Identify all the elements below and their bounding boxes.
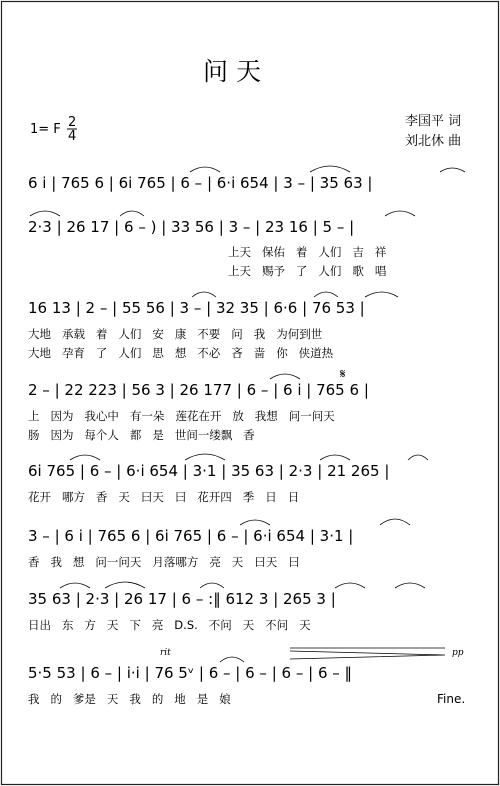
barline: |: [268, 381, 279, 399]
lyric-word: 曰天: [129, 490, 164, 504]
lyric-word: 大地: [28, 346, 51, 360]
note-group: 35 63: [314, 174, 363, 192]
lyric-word: 爹是: [61, 692, 96, 706]
key-signature: [30, 115, 77, 144]
barline: |: [49, 381, 60, 399]
barline: |: [202, 174, 212, 192]
lyric-word: 人们: [307, 245, 342, 259]
lyric-word: 方: [73, 618, 96, 632]
lyric-word: 上天: [228, 245, 251, 259]
lyric-word: 上天: [228, 264, 251, 278]
lyric-word: 想: [163, 346, 187, 360]
row-8: [28, 648, 465, 706]
note-group: 3 –: [174, 299, 202, 317]
barline: |: [111, 462, 122, 480]
barline: |: [216, 462, 227, 480]
note-group: 56 3: [126, 381, 165, 399]
lyric-word: 我: [118, 692, 141, 706]
lyric-word: D.S.: [163, 618, 198, 632]
note-group: 6·i 654: [121, 462, 179, 480]
note-group: 2·3: [80, 590, 110, 608]
note-group: 3·1: [187, 462, 217, 480]
note-group: 6i 765: [150, 527, 203, 545]
key-label: 1= F: [30, 122, 61, 137]
lyric-word: 天: [231, 618, 255, 632]
song-title: 问天: [203, 57, 270, 86]
barline: |: [116, 381, 127, 399]
barline: |: [307, 218, 318, 236]
lyric-word: 香: [232, 428, 255, 442]
barline: |: [75, 664, 86, 682]
barline: |: [107, 299, 118, 317]
barline: |: [139, 664, 150, 682]
lyric-word: 因为: [39, 409, 74, 423]
barline: |: [75, 462, 85, 480]
barline: |: [49, 527, 60, 545]
lyric-word: 曰: [163, 490, 187, 504]
note-group: 76 53: [307, 299, 355, 317]
note-group: 6 –: [241, 381, 269, 399]
barline: |: [301, 381, 312, 399]
lyric-word: 下: [118, 618, 141, 632]
lyric-word: 亮: [198, 555, 221, 569]
barline: |: [274, 462, 284, 480]
lyric-word: 想: [61, 555, 85, 569]
note-group: 22 223: [59, 381, 117, 399]
lyric-word: 我: [39, 555, 62, 569]
note-group: 55 56: [117, 299, 165, 317]
row-3: [28, 299, 365, 360]
lyric-word: 啬: [242, 346, 266, 360]
lyric-word: 天: [220, 555, 244, 569]
lyric-line: [228, 245, 387, 259]
lyric-word: 承载: [51, 327, 85, 341]
lyric-word: 曰天: [243, 555, 278, 569]
notation-line: [28, 218, 354, 236]
lyric-line: [228, 264, 387, 278]
note-group: 2 –: [80, 299, 108, 317]
lyric-word: 亮: [140, 618, 164, 632]
barline: |: [305, 174, 315, 192]
time-sig-top: 2: [68, 115, 77, 130]
lyric-word: 侠道热: [287, 346, 334, 360]
lyric-line: [28, 428, 255, 442]
note-group: 765 6: [92, 527, 141, 545]
note-group: 6 –: [175, 174, 203, 192]
note-group: 2 –: [28, 381, 50, 399]
lyric-word: 赐予: [251, 264, 285, 278]
note-group: 33 56: [166, 218, 214, 236]
row-2: [28, 218, 387, 278]
barline: |: [297, 299, 308, 317]
lyric-word: 花开四: [186, 490, 232, 504]
note-group: 6 –: [85, 664, 113, 682]
note-group: 6i 765: [113, 174, 166, 192]
barline: :‖: [203, 590, 221, 608]
note-group: 765 6: [311, 381, 360, 399]
barline: |: [258, 299, 269, 317]
row-5: [28, 462, 389, 504]
note-group: 26 177: [174, 381, 232, 399]
note-group: 35 63: [28, 590, 71, 608]
barline: |: [201, 299, 212, 317]
lyric-word: 唱: [363, 264, 387, 278]
barline: |: [305, 527, 315, 545]
lyric-word: 的: [39, 692, 62, 706]
note-group: 6 –: [313, 664, 340, 682]
barline: |: [312, 462, 323, 480]
barline: ‖: [339, 664, 353, 682]
note-group: 5 –: [317, 218, 345, 236]
rit-mark: rit: [160, 648, 171, 658]
lyric-word: 人们: [107, 346, 142, 360]
barline: |: [51, 218, 62, 236]
lyric-word: 我: [242, 327, 266, 341]
lyric-word: 着: [284, 245, 308, 259]
barline: |: [164, 381, 175, 399]
note-group: 3·1: [314, 527, 344, 545]
lyric-word: 上: [28, 409, 40, 423]
note-group: 6·i 654: [212, 174, 269, 192]
lyric-word: 莲花在开: [164, 409, 222, 423]
decrescendo-hairpin: [290, 651, 445, 659]
note-group: 6·i 654: [248, 527, 306, 545]
lyric-word: 了: [284, 264, 308, 278]
lyric-word: 因为: [39, 428, 74, 442]
lyric-word: 曰: [277, 555, 300, 569]
note-group: 3 –: [28, 527, 50, 545]
row-7: [28, 590, 336, 632]
row-1: [28, 174, 372, 192]
note-group: 6 i: [28, 174, 47, 192]
barline: |: [165, 174, 176, 192]
lyric-line: [28, 327, 323, 341]
lyric-line: [28, 555, 300, 569]
lyric-word: 是: [185, 692, 209, 706]
notation-line: [28, 174, 372, 192]
note-group: 16 13: [28, 299, 71, 317]
note-group: 6 i: [278, 381, 302, 399]
lyric-word: 娘: [208, 692, 231, 706]
lyric-word: 思: [141, 346, 164, 360]
lyric-word: 我: [28, 692, 40, 706]
lyric-word: 香: [84, 490, 108, 504]
note-group: 3 –: [223, 218, 251, 236]
barline: |: [303, 664, 314, 682]
lyric-word: 吝: [220, 346, 243, 360]
lyric-word: 日出: [28, 618, 51, 632]
note-group: i·i: [121, 664, 140, 682]
barline: |: [344, 218, 355, 236]
barline: |: [82, 527, 93, 545]
notation-line: [28, 462, 389, 480]
lyric-line: [28, 618, 311, 632]
lyric-word: 地: [163, 692, 186, 706]
note-group: 2·3: [283, 462, 313, 480]
lyric-word: 不必: [186, 346, 221, 360]
lyricist-credit: 李国平 词: [405, 114, 462, 129]
note-group: 6 –: [276, 664, 304, 682]
note-group: 76 5ᵛ: [149, 664, 195, 682]
pp-mark: pp: [452, 648, 464, 658]
note-group: 32 35: [211, 299, 259, 317]
lyric-word: 放: [221, 409, 244, 423]
barline: |: [268, 174, 279, 192]
note-group: 6 –: [176, 590, 204, 608]
composer-credit: 刘北休 曲: [405, 134, 462, 149]
lyric-line: [28, 346, 334, 360]
lyric-word: 着: [84, 327, 108, 341]
fine-mark: Fine.: [437, 692, 466, 706]
lyric-word: 香: [28, 555, 40, 569]
time-sig-bottom: 4: [68, 129, 77, 144]
note-group: 765 6: [56, 174, 105, 192]
barline: |: [202, 527, 212, 545]
lyric-word: 日: [276, 490, 300, 504]
row-4: [28, 367, 369, 442]
barline: |: [164, 299, 175, 317]
barline: |: [70, 590, 81, 608]
lyric-word: 安: [141, 327, 164, 341]
note-group: 21 265: [322, 462, 380, 480]
lyric-word: 天: [95, 618, 119, 632]
notation-line: [28, 590, 336, 608]
lyric-word: 为何到世: [265, 327, 323, 341]
note-group: 35 63: [226, 462, 275, 480]
barline: |: [213, 218, 224, 236]
barline: |: [343, 527, 354, 545]
lyric-word: 问一问天: [84, 555, 142, 569]
lyric-word: 哪方: [51, 490, 85, 504]
lyric-word: 歌: [341, 264, 364, 278]
barline: |: [104, 174, 114, 192]
barline: |: [140, 527, 151, 545]
lyric-word: 有一朵: [118, 409, 165, 423]
lyric-word: 不问: [254, 618, 289, 632]
lyric-word: 天: [288, 618, 311, 632]
lyric-word: 日: [254, 490, 277, 504]
notation-line: [28, 527, 353, 545]
notation-line: [28, 299, 365, 317]
lyric-word: 了: [84, 346, 108, 360]
lyric-word: 你: [265, 346, 288, 360]
note-group: 6 –: [84, 462, 112, 480]
lyric-line: [28, 409, 335, 423]
barline: |: [359, 381, 369, 399]
segno-mark: 𝄋: [340, 367, 346, 382]
note-group: 26 17: [119, 590, 167, 608]
barline: |: [362, 174, 373, 192]
barline: |: [156, 218, 167, 236]
lyric-word: 问: [220, 327, 243, 341]
note-group: 23 16: [260, 218, 308, 236]
barline: |: [354, 299, 365, 317]
barline: |: [70, 299, 81, 317]
lyric-word: 的: [140, 692, 164, 706]
lyric-word: 不问: [197, 618, 232, 632]
barline: |: [379, 462, 390, 480]
lyric-line: [28, 490, 299, 504]
barline: |: [194, 664, 204, 682]
note-group: 6i 765: [28, 462, 76, 480]
note-group: 6 – ): [119, 218, 157, 236]
lyric-word: 肠: [28, 428, 40, 442]
lyric-word: 孕育: [51, 346, 85, 360]
lyric-line: [28, 692, 231, 706]
lyric-word: 东: [51, 618, 74, 632]
lyric-word: 人们: [107, 327, 142, 341]
note-group: 6 –: [203, 664, 231, 682]
row-6: [28, 527, 353, 569]
barline: |: [238, 527, 249, 545]
lyric-word: 保佑: [251, 245, 285, 259]
lyric-word: 问一问天: [277, 409, 335, 423]
note-group: 26 17: [61, 218, 110, 236]
note-group: 6 –: [211, 527, 239, 545]
lyric-word: 不要: [186, 327, 221, 341]
note-group: 3 –: [278, 174, 306, 192]
lyric-word: 世间一缕飘: [163, 428, 233, 442]
lyric-word: 花开: [28, 490, 51, 504]
note-group: 612 3: [220, 590, 269, 608]
lyric-word: 祥: [363, 245, 387, 259]
lyric-word: 我心中: [73, 409, 119, 423]
lyric-word: 康: [163, 327, 187, 341]
lyric-word: 天: [107, 490, 130, 504]
lyric-word: 季: [231, 490, 255, 504]
note-group: 6 i: [59, 527, 83, 545]
barline: |: [250, 218, 261, 236]
lyric-word: 月落哪方: [141, 555, 199, 569]
barline: |: [266, 664, 277, 682]
barline: |: [46, 174, 57, 192]
note-group: 6·6: [268, 299, 298, 317]
barline: |: [109, 218, 120, 236]
note-group: 5·5 53: [28, 664, 76, 682]
lyric-word: 大地: [28, 327, 51, 341]
lyric-word: 天: [95, 692, 119, 706]
note-group: 6 –: [240, 664, 267, 682]
barline: |: [166, 590, 177, 608]
lyric-word: 我想: [243, 409, 278, 423]
barline: |: [109, 590, 120, 608]
barline: |: [178, 462, 188, 480]
barline: |: [112, 664, 122, 682]
lyric-word: 人们: [307, 264, 342, 278]
barline: |: [230, 664, 241, 682]
barline: |: [268, 590, 279, 608]
lyric-word: 每个人: [73, 428, 119, 442]
barline: |: [232, 381, 242, 399]
barline: |: [325, 590, 336, 608]
notation-line: [28, 381, 369, 399]
lyric-word: 都: [118, 428, 142, 442]
lyric-word: 吉: [341, 245, 364, 259]
note-group: 265 3: [278, 590, 326, 608]
lyric-word: 是: [141, 428, 164, 442]
notation-line: [28, 664, 352, 682]
note-group: 2·3: [28, 218, 52, 236]
